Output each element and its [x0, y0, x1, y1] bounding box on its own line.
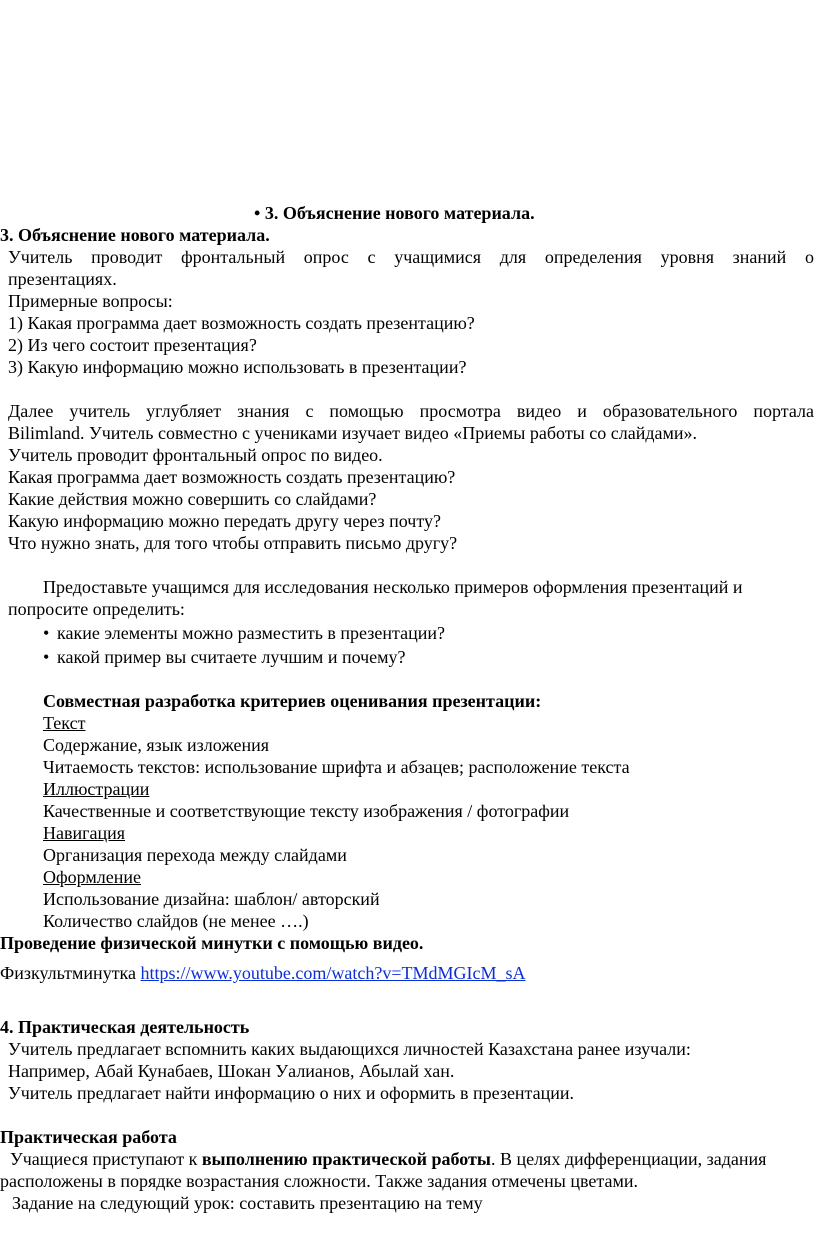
question-3: 3) Какую информацию можно использовать в презентации? [8, 357, 467, 377]
practical-line1: Учащиеся приступают к выполнению практической работы. В целях дифференциации, задания [10, 1149, 767, 1169]
practical-line3: Задание на следующий урок: составить презентацию на тему [12, 1193, 483, 1213]
section3-title: 3. Объяснение нового материала. [0, 225, 270, 245]
criteria-title: Совместная разработка критериев оценивания презентации: [43, 691, 542, 711]
practical-title: Практическая работа [0, 1127, 177, 1147]
criteria-heading-design: Оформление [43, 867, 142, 887]
practical-line2: расположены в порядке возрастания сложности. Также задания отмечены цветами. [0, 1171, 638, 1191]
section3-p1-line2: презентациях. [8, 269, 117, 289]
criteria-line: Использование дизайна: шаблон/ авторский [43, 889, 380, 909]
section3-p2-line7: Что нужно знать, для того чтобы отправить письмо другу? [8, 533, 458, 553]
section4-line: Учитель предлагает найти информацию о них и оформить в презентации. [8, 1083, 575, 1103]
criteria-line: Качественные и соответствующие тексту изображения / фотографии [43, 801, 570, 821]
section4-title: 4. Практическая деятельность [0, 1017, 250, 1037]
list-item: • какие элементы можно разместить в презентации? [43, 623, 445, 643]
criteria-line: Количество слайдов (не менее ….) [43, 911, 309, 931]
list-item: • какой пример вы считаете лучшим и почему? [43, 647, 406, 667]
section3-p1-line1: Учитель проводит фронтальный опрос с учащимися для определения уровня знаний о [8, 247, 814, 267]
section3-p2-line1: Далее учитель углубляет знания с помощью просмотра видео и образовательного портала [8, 401, 814, 421]
section4-line: Например, Абай Кунабаев, Шокан Уалианов, Абылай хан. [8, 1061, 455, 1081]
section3-p2-line5: Какие действия можно совершить со слайдами? [8, 489, 377, 509]
physical-label: Физкультминутка [0, 963, 141, 983]
criteria-line: Содержание, язык изложения [43, 735, 270, 755]
section3-p2-line3: Учитель проводит фронтальный опрос по видео. [8, 445, 383, 465]
criteria-line: Организация перехода между слайдами [43, 845, 347, 865]
physical-title: Проведение физической минутки с помощью видео. [0, 933, 424, 953]
section3-p3-line2: попросите определить: [8, 599, 185, 619]
bullet-icon: • [254, 203, 261, 223]
section3-p2-line6: Какую информацию можно передать другу через почту? [8, 511, 441, 531]
centered-heading: • 3. Объяснение нового материала. [254, 203, 535, 223]
section3-p3-line1: Предоставьте учащимся для исследования несколько примеров оформления презентаций и [43, 577, 743, 597]
section3-p2-line2: Bilimland. Учитель совместно с учениками изучает видео «Приемы работы со слайдами». [8, 423, 698, 443]
video-link[interactable]: https://www.youtube.com/watch?v=TMdMGIcM_sA [140, 963, 526, 983]
section3-p2-line4: Какая программа дает возможность создать презентацию? [8, 467, 456, 487]
question-2: 2) Из чего состоит презентация? [8, 335, 257, 355]
questions-label: Примерные вопросы: [8, 291, 173, 311]
bullet-icon: • [43, 647, 50, 667]
question-1: 1) Какая программа дает возможность создать презентацию? [8, 313, 475, 333]
criteria-heading-text: Текст [43, 713, 86, 733]
physical-line [0, 962, 525, 984]
criteria-line: Читаемость текстов: использование шрифта и абзацев; расположение текста [43, 757, 630, 777]
criteria-heading-navigation: Навигация [43, 823, 126, 843]
criteria-heading-illustrations: Иллюстрации [43, 779, 150, 799]
section4-line: Учитель предлагает вспомнить каких выдающихся личностей Казахстана ранее изучали: [8, 1039, 691, 1059]
bullet-icon: • [43, 623, 50, 643]
